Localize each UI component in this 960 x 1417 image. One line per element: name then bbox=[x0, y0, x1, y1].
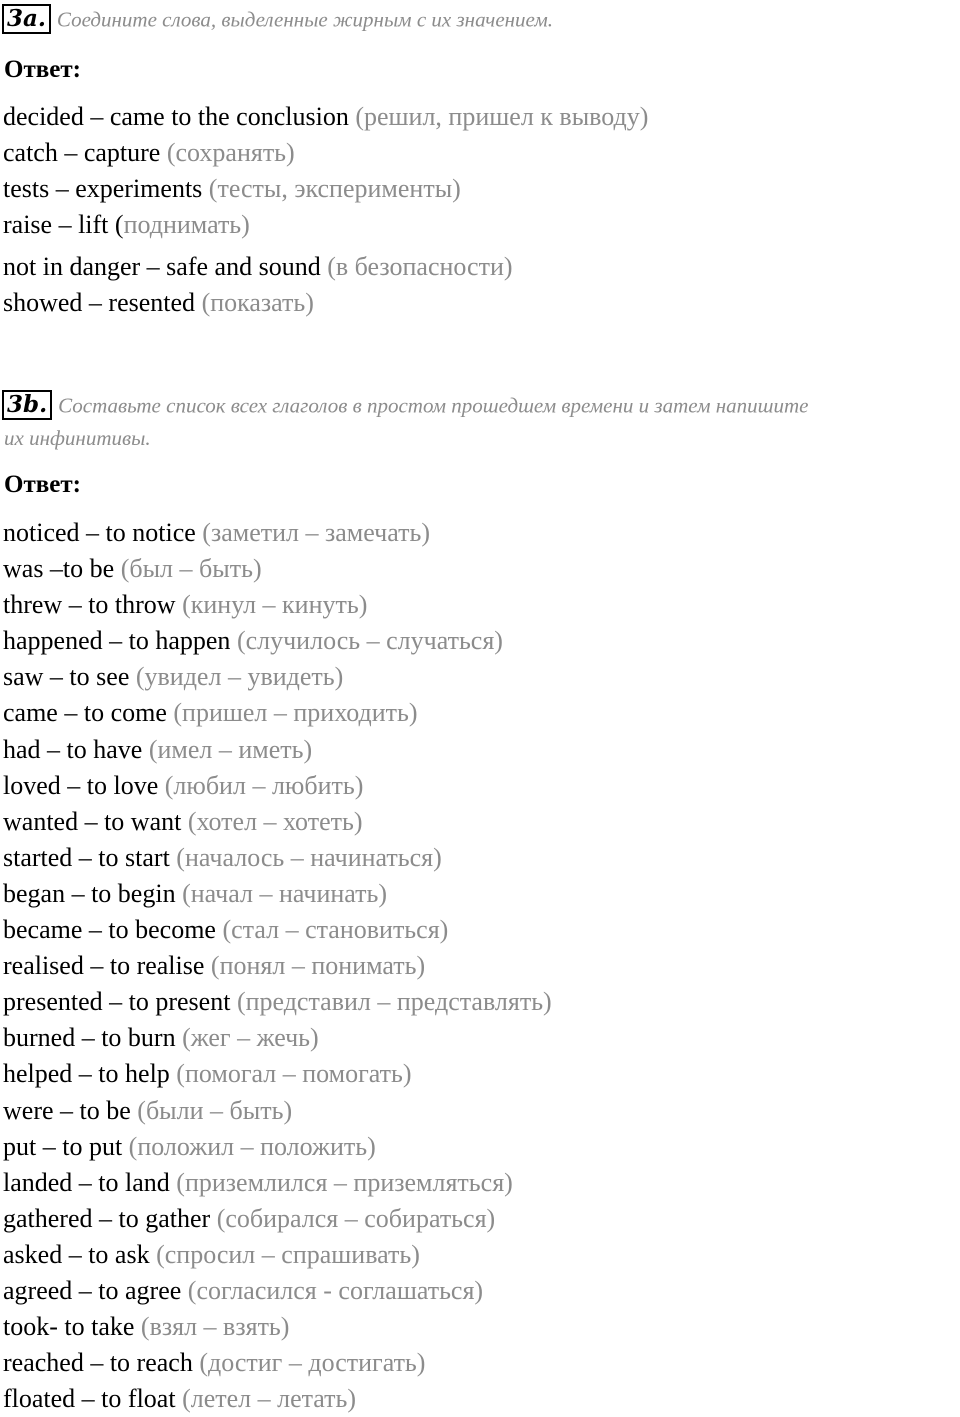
english-pair: asked – to ask bbox=[3, 1239, 150, 1269]
russian-translation: (сохранять) bbox=[166, 138, 295, 167]
answer-line bbox=[3, 171, 648, 207]
answer-line bbox=[3, 1165, 552, 1201]
answer-line bbox=[3, 732, 552, 768]
english-pair: were – to be bbox=[3, 1095, 131, 1125]
task-3a-instruction: Соедините слова, выделенные жирным с их значением. bbox=[56, 7, 554, 32]
english-pair: started – to start bbox=[3, 842, 170, 872]
english-pair: realised – to realise bbox=[3, 951, 205, 981]
task-3b-badge: 3b. bbox=[2, 390, 52, 420]
english-pair: was –to be bbox=[3, 554, 115, 584]
russian-translation: (стал – становиться) bbox=[222, 915, 449, 945]
english-pair: came – to come bbox=[3, 698, 167, 728]
answer-line bbox=[3, 804, 552, 840]
task-3a-badge: 3a. bbox=[2, 4, 51, 34]
english-pair: raise – lift ( bbox=[3, 210, 124, 239]
russian-translation: (начал – начинать) bbox=[182, 878, 388, 908]
english-pair: burned – to burn bbox=[3, 1023, 176, 1053]
english-pair: gathered – to gather bbox=[3, 1203, 211, 1233]
answer-line bbox=[3, 1201, 552, 1237]
answer-line bbox=[3, 515, 552, 551]
russian-translation: (кинул – кинуть) bbox=[182, 590, 368, 620]
answer-line bbox=[3, 207, 648, 243]
answer-line bbox=[3, 876, 552, 912]
answer-line bbox=[3, 695, 552, 731]
english-pair: floated – to float bbox=[3, 1384, 176, 1414]
russian-translation: (были – быть) bbox=[137, 1095, 293, 1125]
english-pair: reached – to reach bbox=[3, 1348, 193, 1378]
russian-translation: (увидел – увидеть) bbox=[135, 662, 344, 692]
answer-line bbox=[3, 1345, 552, 1381]
english-pair: noticed – to notice bbox=[3, 518, 196, 547]
russian-translation: (имел – иметь) bbox=[148, 734, 313, 764]
russian-translation: (помогал – помогать) bbox=[176, 1059, 412, 1089]
english-pair: presented – to present bbox=[3, 987, 231, 1017]
answer-line bbox=[3, 249, 648, 285]
english-pair: had – to have bbox=[3, 734, 143, 764]
english-pair: saw – to see bbox=[3, 662, 130, 692]
english-pair: showed – resented bbox=[3, 288, 196, 317]
english-pair: tests – experiments bbox=[3, 174, 203, 203]
english-pair: became – to become bbox=[3, 915, 216, 945]
russian-translation: (положил – положить) bbox=[128, 1131, 376, 1161]
answer-line bbox=[3, 840, 552, 876]
russian-translation: (в безопасности) bbox=[327, 252, 513, 281]
answer-line bbox=[3, 551, 552, 587]
russian-translation: (спросил – спрашивать) bbox=[156, 1239, 420, 1269]
russian-translation: (заметил – замечать) bbox=[202, 518, 430, 547]
task-3a-answer-list bbox=[3, 99, 648, 321]
answer-line bbox=[3, 1020, 552, 1056]
english-pair: helped – to help bbox=[3, 1059, 170, 1089]
english-pair: wanted – to want bbox=[3, 806, 182, 836]
russian-translation: поднимать) bbox=[123, 210, 250, 239]
english-pair: decided – came to the conclusion bbox=[3, 102, 349, 131]
answer-line bbox=[3, 659, 552, 695]
russian-translation: (показать) bbox=[201, 288, 314, 317]
task-3b-answer-label: Ответ: bbox=[4, 471, 81, 498]
answer-line bbox=[3, 99, 648, 135]
russian-translation: (был – быть) bbox=[120, 554, 262, 584]
russian-translation: (любил – любить) bbox=[164, 770, 364, 800]
russian-translation: (пришел – приходить) bbox=[173, 698, 418, 728]
russian-translation: (понял – понимать) bbox=[210, 951, 426, 981]
russian-translation: (достиг – достигать) bbox=[199, 1348, 426, 1378]
task-3b-answer-list bbox=[3, 515, 552, 1417]
english-pair: happened – to happen bbox=[3, 626, 231, 656]
english-pair: took- to take bbox=[3, 1312, 135, 1342]
answer-line bbox=[3, 984, 552, 1020]
answer-line bbox=[3, 135, 648, 171]
english-pair: agreed – to agree bbox=[3, 1275, 182, 1305]
answer-line bbox=[3, 1309, 552, 1345]
answer-line bbox=[3, 912, 552, 948]
russian-translation: (согласился - соглашаться) bbox=[187, 1275, 484, 1305]
russian-translation: (жег – жечь) bbox=[182, 1023, 319, 1053]
answer-line bbox=[3, 1273, 552, 1309]
russian-translation: (тесты, эксперименты) bbox=[208, 174, 461, 203]
answer-line bbox=[3, 587, 552, 623]
english-pair: put – to put bbox=[3, 1131, 123, 1161]
russian-translation: (началось – начинаться) bbox=[176, 842, 442, 872]
english-pair: landed – to land bbox=[3, 1167, 170, 1197]
english-pair: threw – to throw bbox=[3, 590, 176, 620]
russian-translation: (собирался – собираться) bbox=[216, 1203, 496, 1233]
english-pair: catch – capture bbox=[3, 138, 161, 167]
task-3a-answer-label: Ответ: bbox=[4, 56, 81, 83]
english-pair: began – to begin bbox=[3, 878, 176, 908]
russian-translation: (взял – взять) bbox=[140, 1312, 290, 1342]
task-3a-header bbox=[2, 3, 960, 35]
answer-line bbox=[3, 1056, 552, 1092]
english-pair: loved – to love bbox=[3, 770, 159, 800]
answer-line bbox=[3, 1129, 552, 1165]
russian-translation: (случилось – случаться) bbox=[236, 626, 503, 656]
russian-translation: (летел – летать) bbox=[182, 1384, 357, 1414]
russian-translation: (приземлился – приземляться) bbox=[176, 1167, 513, 1197]
russian-translation: (представил – представлять) bbox=[236, 987, 552, 1017]
answer-line bbox=[3, 285, 648, 321]
answer-line bbox=[3, 1381, 552, 1417]
answer-line bbox=[3, 1093, 552, 1129]
answer-line bbox=[3, 948, 552, 984]
english-pair: not in danger – safe and sound bbox=[3, 252, 321, 281]
russian-translation: (решил, пришел к выводу) bbox=[355, 102, 649, 131]
answer-line bbox=[3, 1237, 552, 1273]
task-3b-instruction-line2: их инфинитивы. bbox=[4, 426, 151, 450]
answer-line bbox=[3, 768, 552, 804]
russian-translation: (хотел – хотеть) bbox=[187, 806, 363, 836]
task-3b-header bbox=[2, 389, 960, 421]
answer-line bbox=[3, 623, 552, 659]
task-3b-instruction-line1: Составьте список всех глаголов в простом прошедшем времени и затем напишите bbox=[58, 393, 809, 418]
